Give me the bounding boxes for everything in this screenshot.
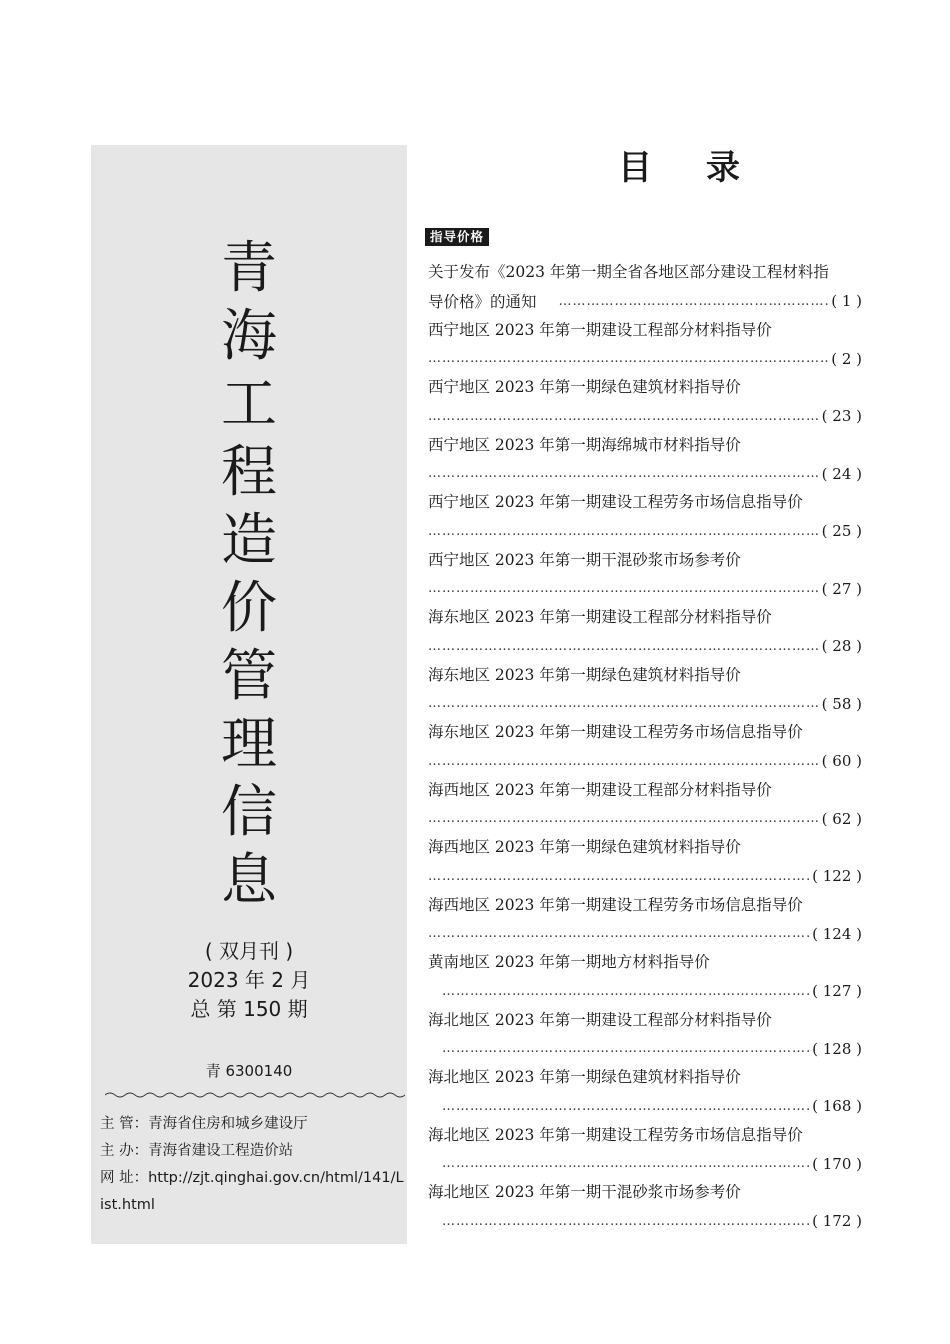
toc-item[interactable] [428, 431, 862, 489]
toc-item-leader [428, 575, 862, 603]
toc-item-title: 海北地区 2023 年第一期干混砂浆市场参考价 [428, 1183, 741, 1201]
title-char: 价 [221, 576, 277, 641]
dot-leader [428, 754, 820, 769]
toc-page-number: ( 172 ) [812, 1212, 862, 1230]
toc-item[interactable] [428, 546, 862, 604]
sponsor-label: 主 办： [100, 1143, 149, 1159]
toc-item[interactable] [428, 948, 862, 1006]
dot-leader [428, 926, 810, 941]
toc-item-leader [428, 1092, 862, 1120]
issue-date: 2023 年 2 月 [187, 968, 311, 992]
toc-item-leader [428, 1207, 862, 1235]
title-char: 管 [221, 644, 277, 709]
toc-page-number: ( 128 ) [812, 1039, 862, 1058]
issue-total: 总 第 150 期 [190, 997, 308, 1021]
toc-item-leader [428, 747, 862, 775]
wave-divider [105, 1091, 405, 1099]
sponsor-line [100, 1138, 405, 1165]
dot-leader [559, 294, 830, 309]
supervisor-value: 青海省住房和城乡建设厅 [148, 1116, 308, 1132]
supervisor-line [100, 1111, 405, 1138]
publisher-info [100, 1111, 405, 1219]
toc-item-leader [428, 287, 862, 315]
toc-item-title: 西宁地区 2023 年第一期海绵城市材料指导价 [428, 435, 741, 454]
toc-item[interactable] [428, 661, 862, 719]
toc-item[interactable] [428, 833, 862, 891]
toc-item[interactable] [428, 603, 862, 661]
toc-item-leader [428, 1035, 862, 1063]
toc-item[interactable] [428, 488, 862, 546]
toc-item-title: 黄南地区 2023 年第一期地方材料指导价 [428, 953, 710, 971]
toc-item-leader [428, 402, 862, 430]
toc-item-leader [428, 632, 862, 660]
toc-item-title: 海东地区 2023 年第一期建设工程劳务市场信息指导价 [428, 723, 803, 741]
toc-page-number: ( 168 ) [812, 1097, 862, 1115]
toc-page-number: ( 25 ) [821, 522, 862, 540]
toc-item[interactable] [428, 1063, 862, 1121]
toc-item-title-cont: 导价格》的通知 [428, 293, 537, 311]
toc-item-leader [428, 1150, 862, 1178]
dot-leader [442, 1214, 810, 1229]
toc-item[interactable] [428, 891, 862, 949]
dot-leader [428, 581, 820, 596]
title-char: 工 [221, 372, 277, 437]
dot-leader [428, 869, 810, 884]
toc-page-number: ( 124 ) [812, 924, 862, 943]
dot-leader [428, 811, 820, 826]
toc-item-title: 海西地区 2023 年第一期绿色建筑材料指导价 [428, 838, 741, 856]
toc-item-title: 海北地区 2023 年第一期绿色建筑材料指导价 [428, 1068, 741, 1086]
toc-item-title: 关于发布《2023 年第一期全省各地区部分建设工程材料指 [428, 263, 829, 281]
toc-item-leader [428, 517, 862, 545]
toc-page-number: ( 122 ) [812, 867, 862, 885]
dot-leader [428, 524, 820, 539]
toc-page-number: ( 58 ) [821, 694, 862, 713]
toc-page-number: ( 170 ) [812, 1154, 862, 1173]
toc-item-title: 西宁地区 2023 年第一期绿色建筑材料指导价 [428, 378, 741, 396]
dot-leader [428, 409, 820, 424]
dot-leader [428, 351, 829, 366]
toc-item[interactable] [428, 316, 862, 374]
toc-item-title: 海北地区 2023 年第一期建设工程劳务市场信息指导价 [428, 1125, 803, 1144]
toc-page-number: ( 23 ) [821, 407, 862, 425]
toc-page-number: ( 1 ) [831, 292, 862, 310]
toc-item-leader [428, 862, 862, 890]
toc-page-number: ( 24 ) [821, 464, 862, 483]
title-char: 信 [221, 780, 277, 845]
title-char: 程 [221, 440, 277, 505]
toc-item-leader [428, 460, 862, 488]
toc-page-number: ( 127 ) [812, 982, 862, 1000]
title-char: 息 [221, 848, 277, 913]
toc-heading: 目录 [618, 148, 794, 188]
toc-page-number: ( 62 ) [821, 809, 862, 828]
toc-page-number: ( 2 ) [831, 349, 862, 368]
toc-item-title: 海西地区 2023 年第一期建设工程劳务市场信息指导价 [428, 895, 803, 914]
toc-item[interactable] [428, 258, 862, 316]
dot-leader [428, 639, 820, 654]
title-char: 理 [221, 712, 277, 777]
toc-item-title: 西宁地区 2023 年第一期建设工程部分材料指导价 [428, 320, 772, 339]
toc-page-number: ( 60 ) [821, 752, 862, 770]
serial-number: 青 6300140 [205, 1062, 293, 1080]
toc-item-title: 西宁地区 2023 年第一期干混砂浆市场参考价 [428, 550, 741, 569]
website-link[interactable]: http://zjt.qinghai.gov.cn/html/141/List.html [100, 1170, 404, 1213]
toc-item-leader [428, 345, 862, 373]
masthead-panel [91, 145, 407, 1244]
dot-leader [428, 466, 820, 481]
toc-item-title: 西宁地区 2023 年第一期建设工程劳务市场信息指导价 [428, 493, 803, 511]
dot-leader [442, 1041, 810, 1056]
title-char: 造 [221, 508, 277, 573]
toc-item-leader [428, 690, 862, 718]
toc-item[interactable] [428, 1006, 862, 1064]
website-label: 网 址： [100, 1170, 149, 1186]
toc-item[interactable] [428, 776, 862, 834]
title-char: 青 [221, 236, 277, 301]
toc-item-title: 海西地区 2023 年第一期建设工程部分材料指导价 [428, 780, 772, 799]
section-tag: 指导价格 [425, 228, 489, 246]
toc-item-leader [428, 977, 862, 1005]
toc-item-title: 海东地区 2023 年第一期绿色建筑材料指导价 [428, 665, 741, 684]
toc-item-title: 海东地区 2023 年第一期建设工程部分材料指导价 [428, 608, 772, 626]
toc-item-title: 海北地区 2023 年第一期建设工程部分材料指导价 [428, 1010, 772, 1029]
dot-leader [442, 984, 810, 999]
title-char: 海 [221, 304, 277, 369]
toc-item-leader [428, 920, 862, 948]
toc-item-leader [428, 805, 862, 833]
toc-item[interactable] [428, 718, 862, 776]
toc-item[interactable] [428, 373, 862, 431]
dot-leader [442, 1099, 810, 1114]
supervisor-label: 主 管： [100, 1116, 149, 1132]
toc-page-number: ( 28 ) [821, 637, 862, 655]
vertical-title [91, 235, 407, 915]
frequency: ( 双月刊 ) [204, 939, 294, 963]
toc-item[interactable] [428, 1178, 862, 1236]
issue-info [91, 937, 407, 1024]
website-line [100, 1165, 405, 1219]
toc-item[interactable] [428, 1121, 862, 1179]
sponsor-value: 青海省建设工程造价站 [148, 1143, 294, 1159]
toc-list [428, 258, 862, 1236]
toc-page-number: ( 27 ) [821, 579, 862, 598]
dot-leader [428, 696, 820, 711]
dot-leader [442, 1156, 810, 1171]
